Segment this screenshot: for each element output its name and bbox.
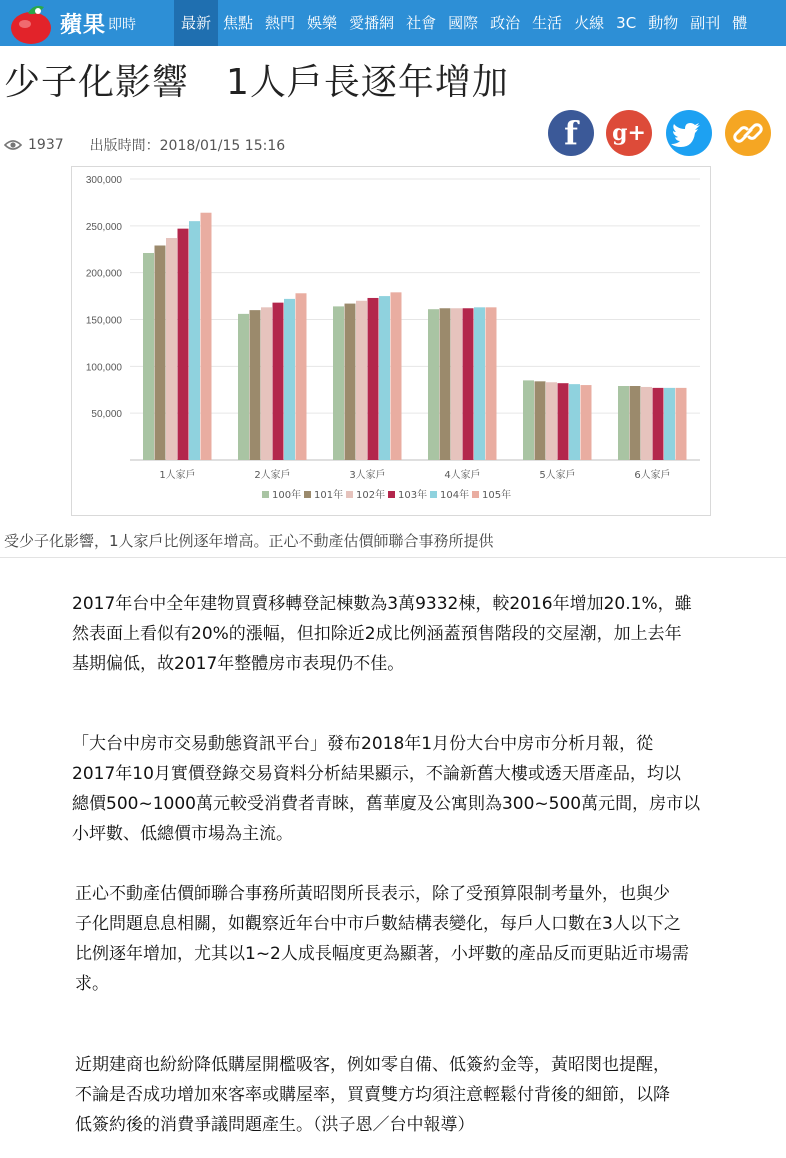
nav-item-hot[interactable]: 熱門	[265, 14, 296, 32]
bar	[463, 308, 474, 460]
bar	[201, 213, 212, 460]
bar	[368, 298, 379, 460]
bar	[391, 292, 402, 460]
bar	[189, 221, 200, 460]
nav-item-animals[interactable]: 動物	[648, 14, 679, 32]
bar	[486, 307, 497, 460]
bar	[451, 308, 462, 460]
paragraph-line: 低簽約後的消費爭議問題產生。（洪子恩／台中報導）	[75, 1115, 475, 1135]
divider	[0, 557, 786, 558]
bar	[664, 388, 675, 460]
brand-name: 蘋果	[60, 13, 107, 38]
bar	[474, 307, 485, 460]
nav-item-entertainment[interactable]: 娛樂	[307, 14, 338, 32]
paragraph-line: 比例逐年增加，尤其以1~2人成長幅度更為顯著，小坪數的產品反而更貼近市場需	[75, 944, 689, 964]
twitter-share-button[interactable]	[666, 110, 712, 156]
bar	[440, 308, 451, 460]
nav-item-3c[interactable]: 3C	[616, 14, 637, 32]
legend-label: 104年	[440, 490, 470, 501]
bar	[143, 253, 154, 460]
nav-item-international[interactable]: 國際	[448, 14, 479, 32]
nav-item-life[interactable]: 生活	[532, 14, 563, 32]
googleplus-share-button[interactable]: g+	[606, 110, 652, 156]
legend-swatch	[304, 491, 311, 498]
paragraph-line: 求。	[75, 974, 109, 994]
view-count: 1937	[28, 137, 64, 153]
bar	[356, 301, 367, 460]
bar	[676, 388, 687, 460]
nav-item-fire[interactable]: 火線	[574, 14, 605, 32]
article-paragraph	[75, 879, 783, 999]
y-tick-label: 50,000	[91, 409, 122, 421]
facebook-share-button[interactable]: f	[548, 110, 594, 156]
article-paragraph	[75, 1050, 783, 1140]
bar	[618, 386, 629, 460]
bar	[345, 304, 356, 460]
paragraph-line: 近期建商也紛紛降低購屋開檻吸客，例如零自備、低簽約金等，黃昭閔也提醒，	[75, 1055, 670, 1075]
brand-sub: 即時	[108, 17, 136, 33]
bar	[653, 388, 664, 460]
paragraph-line: 子化問題息息相關，如觀察近年台中市戶數結構表變化，每戶人口數在3人以下之	[75, 914, 681, 934]
site-logo[interactable]	[0, 0, 174, 46]
x-tick-label: 2人家戶	[254, 470, 291, 481]
bar	[523, 380, 534, 460]
legend-swatch	[472, 491, 479, 498]
paragraph-line: 2017年10月實價登錄交易資料分析結果顯示，不論新舊大樓或透天厝產品，均以	[72, 764, 681, 784]
article-headline: 少子化影響 1人戶長逐年增加	[4, 62, 509, 103]
bar	[535, 381, 546, 460]
nav-item-focus[interactable]: 焦點	[223, 14, 254, 32]
bar	[558, 383, 569, 460]
nav-item-society[interactable]: 社會	[406, 14, 437, 32]
paragraph-line: 「大台中房市交易動態資訊平台」發布2018年1月份大台中房市分析月報，從	[72, 734, 654, 754]
legend-swatch	[430, 491, 437, 498]
legend-swatch	[346, 491, 353, 498]
x-tick-label: 3人家戶	[349, 470, 386, 481]
nav-item-sports[interactable]: 體	[732, 14, 748, 32]
image-caption: 受少子化影響，1人家戶比例逐年增高。正心不動產估價師聯合事務所提供	[4, 532, 494, 550]
nav-item-video[interactable]: 愛播網	[349, 14, 395, 32]
twitter-icon	[666, 110, 712, 156]
y-tick-label: 250,000	[85, 221, 122, 233]
bar	[641, 387, 652, 460]
legend-swatch	[388, 491, 395, 498]
apple-logo-icon	[8, 3, 54, 45]
paragraph-line: 正心不動產估價師聯合事務所黃昭閔所長表示，除了受預算限制考量外，也與少	[75, 884, 670, 904]
publish-time: 出版時間：2018/01/15 15:16	[89, 138, 286, 154]
y-tick-label: 150,000	[85, 315, 122, 327]
bar	[428, 309, 439, 460]
article-paragraph	[72, 589, 784, 679]
bar	[630, 386, 641, 460]
x-tick-label: 6人家戶	[634, 470, 671, 481]
link-icon	[725, 110, 771, 156]
paragraph-line: 小坪數、低總價市場為主流。	[72, 824, 293, 844]
legend-label: 105年	[482, 490, 512, 501]
bar	[273, 303, 284, 460]
bar	[250, 310, 261, 460]
paragraph-line: 然表面上看似有20%的漲幅，但扣除近2成比例涵蓋預售階段的交屋潮，加上去年	[72, 624, 682, 644]
household-bar-chart	[71, 166, 711, 516]
paragraph-line: 2017年台中全年建物買賣移轉登記棟數為3萬9332棟，較2016年增加20.1%，雖	[72, 594, 692, 614]
paragraph-line: 不論是否成功增加來客率或購屋率，買賣雙方均須注意輕鬆付背後的細節，以降	[75, 1085, 670, 1105]
x-tick-label: 1人家戶	[159, 470, 196, 481]
bar	[155, 246, 166, 460]
nav-item-politics[interactable]: 政治	[490, 14, 521, 32]
bar	[261, 307, 272, 460]
bar	[379, 296, 390, 460]
legend-label: 101年	[314, 490, 344, 501]
legend-label: 100年	[272, 490, 302, 501]
legend-label: 103年	[398, 490, 428, 501]
x-tick-label: 5人家戶	[539, 470, 576, 481]
nav-item-supplement[interactable]: 副刊	[690, 14, 721, 32]
bar	[166, 238, 177, 460]
paragraph-line: 總價500~1000萬元較受消費者青睞，舊華廈及公寓則為300~500萬元間，房市以	[72, 794, 701, 814]
bar	[178, 229, 189, 460]
main-nav	[174, 0, 753, 46]
bar	[581, 385, 592, 460]
y-tick-label: 100,000	[85, 362, 122, 374]
bar	[333, 306, 344, 460]
chart-canvas	[72, 167, 712, 517]
legend-swatch	[262, 491, 269, 498]
article-paragraph	[72, 729, 784, 849]
x-tick-label: 4人家戶	[444, 470, 481, 481]
copy-link-button[interactable]	[725, 110, 771, 156]
paragraph-line: 基期偏低，故2017年整體房市表現仍不佳。	[72, 654, 405, 674]
y-tick-label: 200,000	[85, 268, 122, 280]
bar	[296, 293, 307, 460]
eye-icon	[4, 139, 22, 151]
bar	[569, 384, 580, 460]
bar	[284, 299, 295, 460]
article-meta	[4, 136, 285, 154]
y-tick-label: 300,000	[85, 175, 122, 186]
bar	[238, 314, 249, 460]
nav-item-latest[interactable]: 最新	[181, 14, 212, 32]
legend-label: 102年	[356, 490, 386, 501]
bar	[546, 382, 557, 460]
